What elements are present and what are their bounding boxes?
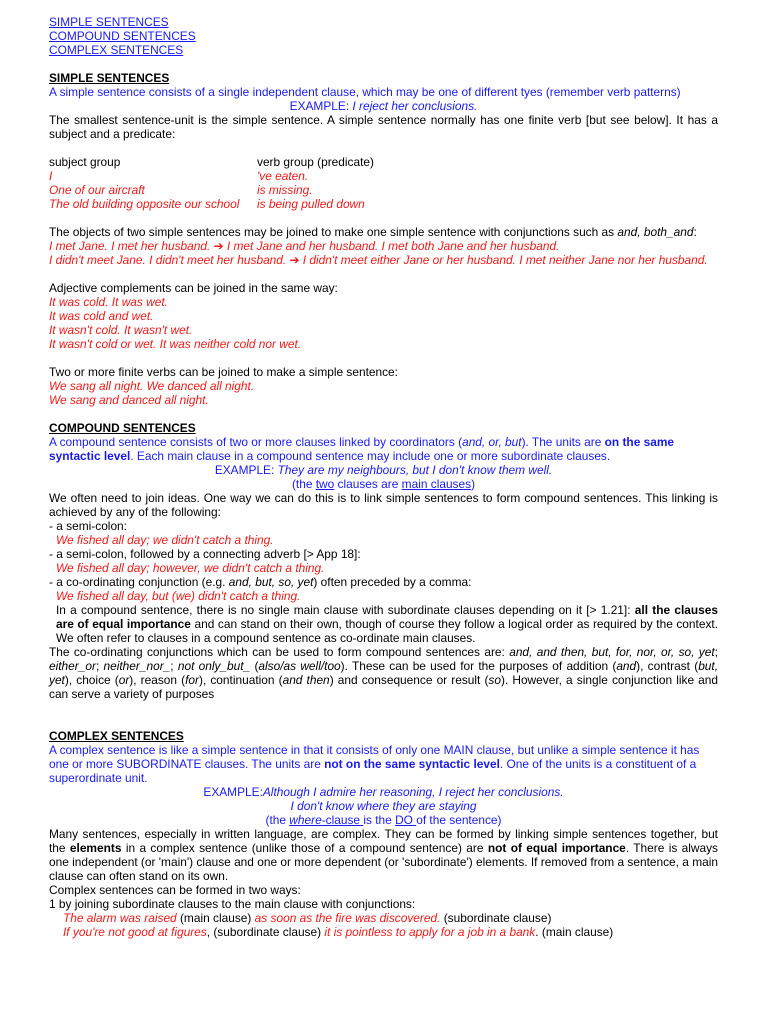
table-row: One of our aircraft is missing. — [49, 183, 313, 197]
list-item: - a semi-colon: — [49, 519, 127, 533]
header-verb-group: verb group (predicate) — [257, 155, 374, 169]
table-row: The old building opposite our school is being pulled down — [49, 197, 365, 211]
simple-example: EXAMPLE: I reject her conclusions. — [289, 99, 478, 113]
toc-link-complex-sentences[interactable]: COMPLEX SENTENCES — [49, 43, 184, 57]
arrow-right-icon: ➔ — [213, 239, 224, 253]
adjective-intro: Adjective complements can be joined in the same way: — [49, 281, 338, 295]
complex-way-1: 1 by joining subordinate clauses to the main clause with conjunctions: — [49, 897, 416, 911]
adjective-example: It wasn't cold or wet. It was neither cold nor wet. — [49, 337, 302, 351]
complex-example-line-1: The alarm was raised (main clause) as soon as the fire was discovered. (subordinate clause) — [63, 911, 552, 925]
compound-paragraph: In a compound sentence, there is no single main clause with subordinate clauses depending on it [> 1.21]: all the clauses are of equal importance and can stand on their own, though of course they follow a logical order as required by the context. We often refer to clauses in a compound sentence as co-ordinate main clauses. — [56, 603, 719, 645]
compound-conjunctions-paragraph: The co-ordinating conjunctions which can be used to form compound sentences are: and, and then, but, for, nor, or, so, yet; either_or; neither_nor_; not only_but_ (also/as well/too). These can be used for the purposes of addition (and), contrast (but, yet), choice (or), reason (for), continuation (and then) and consequence or result (so). However, a single conjunction like and can serve a variety of purposes — [49, 645, 719, 701]
header-subject-group: subject group — [49, 155, 121, 169]
section-complex-sentences — [49, 729, 718, 939]
list-item-example: We fished all day; we didn't catch a thing. — [56, 533, 274, 547]
section-compound-sentences — [49, 421, 718, 701]
complex-two-ways: Complex sentences can be formed in two ways: — [49, 883, 301, 897]
list-item: - a semi-colon, followed by a connecting adverb [> App 18]: — [49, 547, 361, 561]
complex-paragraph: Many sentences, especially in written language, are complex. They can be formed by linking simple sentences together, but the elements in a complex sentence (unlike those of a compound sentence) are not of equal importance. There is always one independent (or 'main') clause and one or more dependent (or 'subordinate') elements. If removed from a sentence, a main clause can often stand on its own. — [49, 827, 718, 883]
verbs-example: We sang and danced all night. — [49, 393, 209, 407]
objects-example-2: I didn't meet Jane. I didn't meet her husband. ➔ I didn't meet either Jane or her husband. I met neither Jane nor her husband. — [49, 253, 708, 267]
adjective-example: It wasn't cold. It wasn't wet. — [49, 323, 193, 337]
list-item-example: We fished all day, but (we) didn't catch a thing. — [56, 589, 301, 603]
list-item: - a co-ordinating conjunction (e.g. and, but, so, yet) often preceded by a comma: — [49, 575, 472, 589]
objects-example-1: I met Jane. I met her husband. ➔ I met Jane and her husband. I met both Jane and her husband. — [49, 239, 560, 253]
compound-example: EXAMPLE: They are my neighbours, but I don't know them well. — [214, 463, 553, 477]
verbs-intro: Two or more finite verbs can be joined to make a simple sentence: — [49, 365, 398, 379]
complex-example-2: I don't know where they are staying — [290, 799, 477, 813]
section-simple-sentences — [49, 71, 718, 407]
complex-definition: A complex sentence is like a simple sentence in that it consists of only one MAIN clause, but unlike a simple sentence it has one or more SUBORDINATE clauses. The units are not on the same syntactic level. One of the units is a constituent of a superordinate unit. — [49, 743, 700, 785]
complex-example-note: (the where-clause is the DO of the sentence) — [265, 813, 502, 827]
table-header-row — [49, 155, 718, 169]
compound-example-note: (the two clauses are main clauses) — [291, 477, 476, 491]
compound-definition: A compound sentence consists of two or more clauses linked by coordinators (and, or, but). The units are on the same syntactic level. Each main clause in a compound sentence may include one or more subordinate clauses. — [49, 435, 675, 463]
list-item-example: We fished all day; however, we didn't catch a thing. — [56, 561, 325, 575]
section-heading-compound: COMPOUND SENTENCES — [49, 421, 196, 435]
compound-join-intro: We often need to join ideas. One way we can do this is to link simple sentences to form compound sentences. This linking is achieved by any of the following: — [49, 491, 718, 519]
subject-predicate-table — [49, 155, 718, 211]
section-heading-simple: SIMPLE SENTENCES — [49, 71, 170, 85]
simple-intro: The smallest sentence-unit is the simple sentence. A simple sentence normally has one finite verb [but see below]. It has a subject and a predicate: — [49, 113, 718, 141]
simple-definition: A simple sentence consists of a single independent clause, which may be one of different tyes (remember verb patterns) — [49, 85, 681, 99]
objects-intro: The objects of two simple sentences may be joined to make one simple sentence with conjunctions such as and, both_and: — [49, 225, 697, 239]
complex-example-line-2: If you're not good at figures, (subordinate clause) it is pointless to apply for a job in a bank. (main clause) — [63, 925, 614, 939]
complex-example: EXAMPLE:Although I admire her reasoning, I reject her conclusions. — [203, 785, 564, 799]
verbs-example: We sang all night. We danced all night. — [49, 379, 255, 393]
toc — [49, 15, 718, 57]
adjective-example: It was cold. It was wet. — [49, 295, 168, 309]
toc-link-simple-sentences[interactable]: SIMPLE SENTENCES — [49, 15, 169, 29]
table-row: I 've eaten. — [49, 169, 309, 183]
section-heading-complex: COMPLEX SENTENCES — [49, 729, 184, 743]
adjective-example: It was cold and wet. — [49, 309, 154, 323]
arrow-right-icon: ➔ — [289, 253, 300, 267]
toc-link-compound-sentences[interactable]: COMPOUND SENTENCES — [49, 29, 196, 43]
document-page — [49, 15, 718, 939]
